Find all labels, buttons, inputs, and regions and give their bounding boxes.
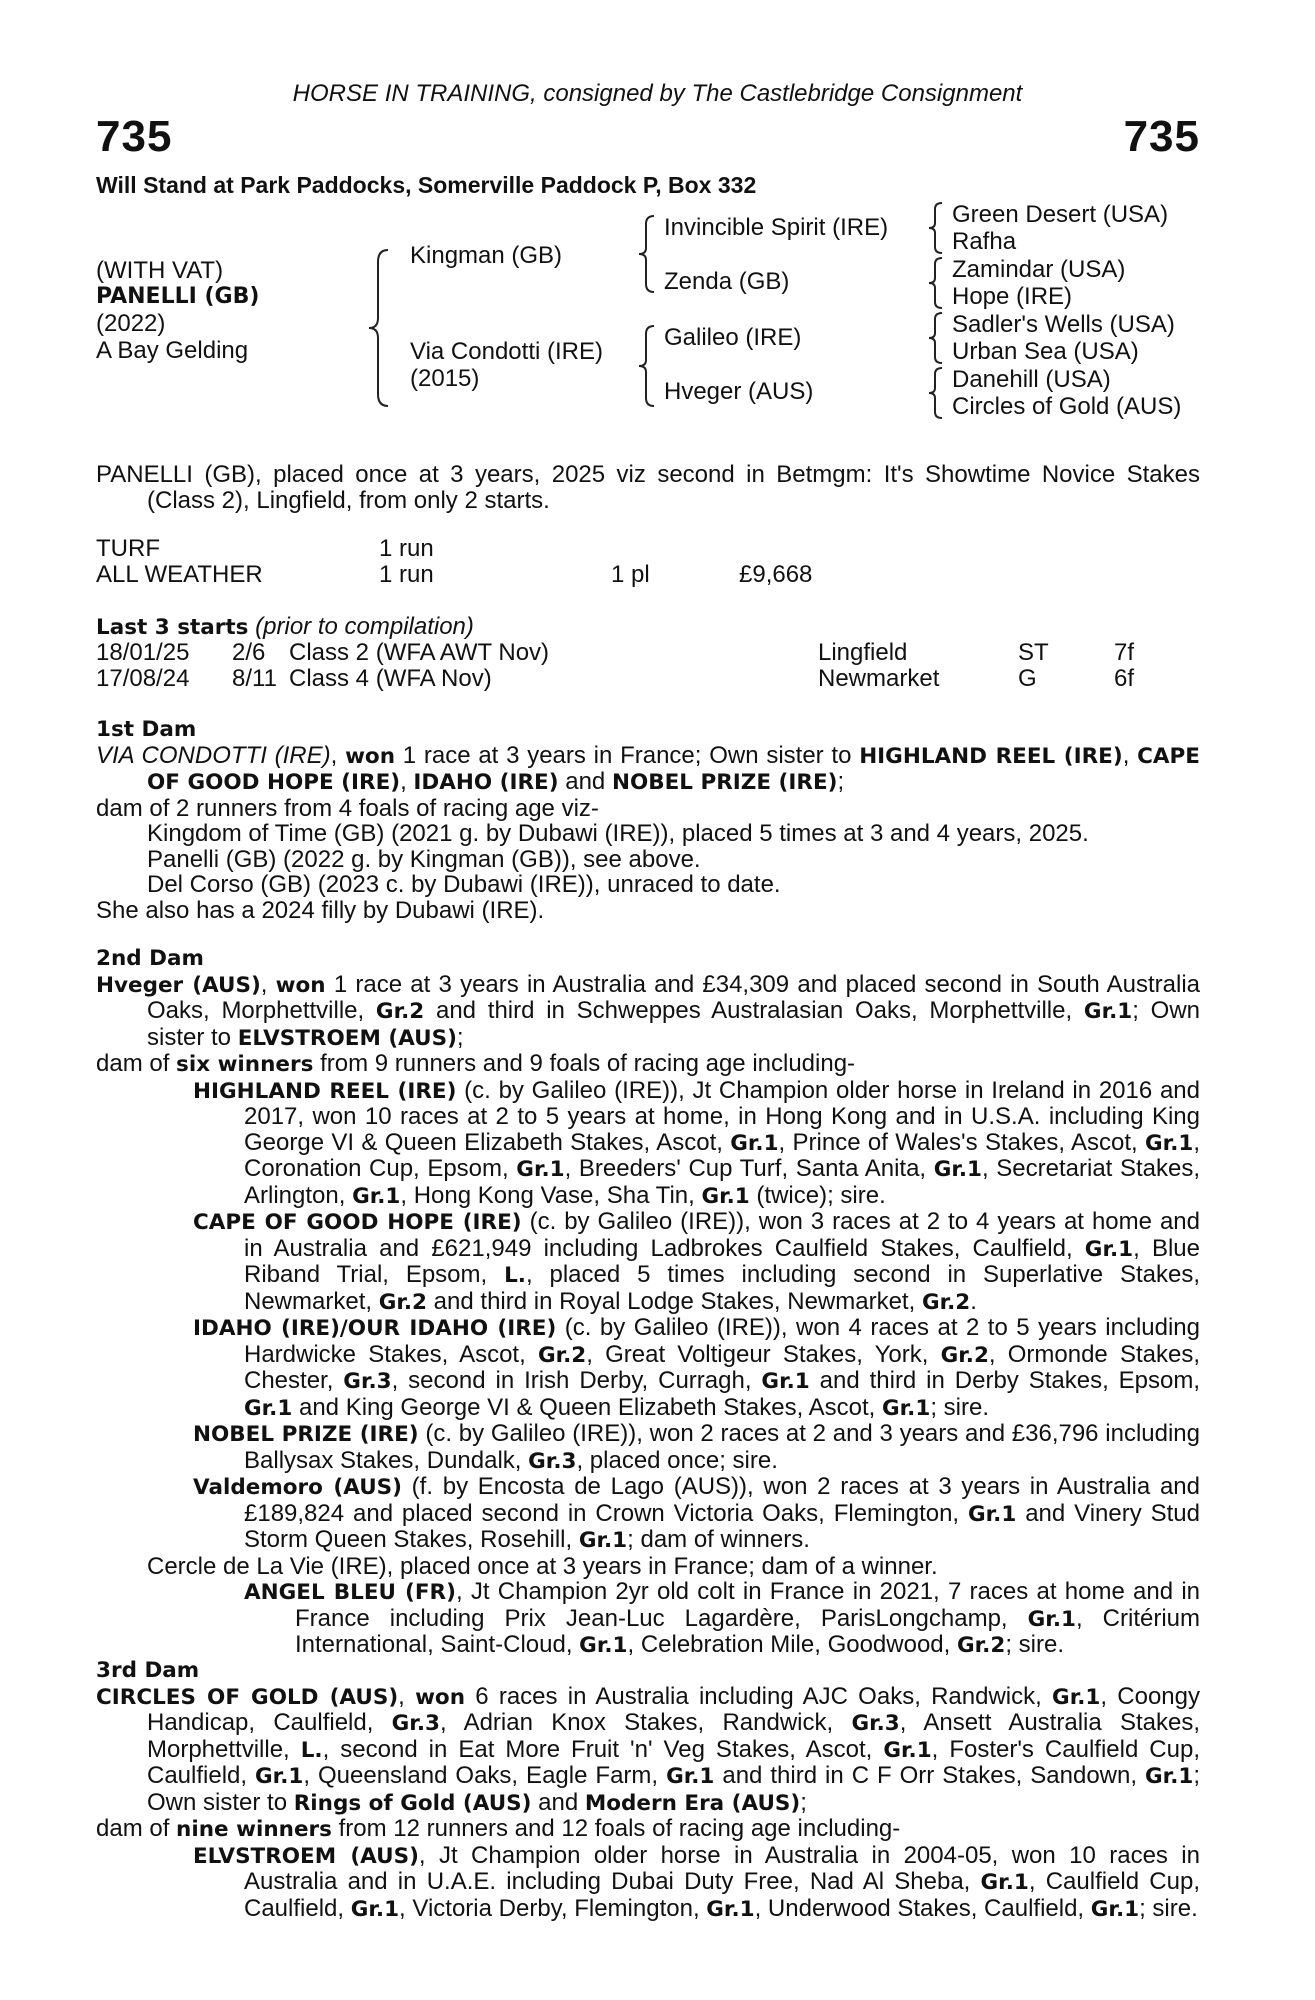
progeny-angel-bleu: ANGEL BLEU (FR), Jt Champion 2yr old colt in France in 2021, 7 races at home and in France including Prix Jean-Luc Lagardère, ParisLongchamp, Gr.1, Critérium International, Saint-Cloud, Gr.1, Celebration Mile, Goodwood, Gr.2; sire. [244,1578,1201,1658]
pedigree-brace-g3-3 [926,311,944,365]
pedigree-brace-g3-2 [926,256,944,310]
first-dam-dam-of: dam of 2 runners from 4 foals of racing age viz- [96,794,599,822]
start-date: 18/01/25 [96,639,190,666]
progeny-elvstroem: ELVSTROEM (AUS), Jt Champion older horse in Australia in 2004-05, won 10 races in Australia and in U.A.E. including Dubai Duty Free, Nad Al Sheba, Gr.1, Caulfield Cup, Caulfield, Gr.1, Victoria Derby, Flemington, Gr.1, Underwood Stakes, Caulfield, Gr.1; sire. [193,1841,1200,1922]
last-starts-note: (prior to compilation) [255,613,474,640]
progeny-nobel-prize: NOBEL PRIZE (IRE) (c. by Galileo (IRE)), won 2 races at 2 and 3 years and £36,796 including Ballysax Stakes, Dundalk, Gr.3, placed once; sire. [193,1420,1200,1474]
horse-year: (2022) [96,310,166,337]
sire-sire: Invincible Spirit (IRE) [664,214,889,241]
gen3-7: Danehill (USA) [952,366,1111,393]
pedigree-brace-dam [636,324,656,408]
gen3-2: Rafha [952,228,1017,255]
horse-description: A Bay Gelding [96,337,249,364]
gen3-3: Zamindar (USA) [952,256,1126,283]
dam-name: Via Condotti (IRE) [410,338,603,365]
progeny-item: Del Corso (GB) (2023 c. by Dubawi (IRE)), unraced to date. [147,871,781,898]
race-record [96,536,1200,592]
third-dam-heading: 3rd Dam [96,1658,200,1683]
progeny-highland-reel: HIGHLAND REEL (IRE) (c. by Galileo (IRE)), Jt Champion older horse in Ireland in 2016 and 2017, won 10 races at 2 to 5 years at home, in Hong Kong and in U.S.A. including King George VI & Queen Elizabeth Stakes, Ascot, Gr.1, Prince of Wales's Stakes, Ascot, Gr.1, Coronation Cup, Epsom, Gr.1, Breeders' Cup Turf, Santa Anita, Gr.1, Secretariat Stakes, Arlington, Gr.1, Hong Kong Vase, Sha Tin, Gr.1 (twice); sire. [193,1076,1200,1209]
sire-name: Kingman (GB) [410,242,563,269]
dam-year: (2015) [410,365,480,392]
record-surface: ALL WEATHER [96,561,263,588]
start-going: G [1018,665,1037,692]
start-course: Newmarket [818,665,940,692]
record-earnings: £9,668 [739,561,813,588]
second-dam-name: Hveger (AUS) [96,972,261,998]
record-runs: 1 run [379,561,434,588]
vat-label: (WITH VAT) [96,257,224,284]
lot-number-right: 735 [1123,112,1200,161]
sire-dam: Zenda (GB) [664,268,790,295]
lot-number-left: 735 [96,112,173,161]
second-dam-lead: Hveger (AUS), won 1 race at 3 years in Australia and £34,309 and placed second in South Australia Oaks, Morphettville, Gr.2 and third in Schweppes Australasian Oaks, Morphettville, Gr.1; Own sister to ELVSTROEM (AUS); [96,970,1201,1051]
gen3-6: Urban Sea (USA) [952,338,1139,365]
dam-dam: Hveger (AUS) [664,378,814,405]
progeny-cercle-de-la-vie: Cercle de La Vie (IRE), placed once at 3 years in France; dam of a winner. [147,1552,938,1580]
pedigree-brace-sire [636,214,656,294]
last-starts [96,614,1200,694]
third-dam-name: CIRCLES OF GOLD (AUS) [96,1684,399,1710]
progeny-item: Panelli (GB) (2022 g. by Kingman (GB)), see above. [147,845,701,873]
first-dam-section [96,717,1200,923]
consignment-line: HORSE IN TRAINING, consigned by The Castlebridge Consignment [292,80,1023,107]
pedigree-brace-g3-1 [926,201,944,255]
start-race: Class 2 (WFA AWT Nov) [289,639,550,666]
start-distance: 7f [1114,639,1135,666]
last-starts-title: Last 3 starts [96,615,249,640]
second-dam-section [96,946,1200,1659]
second-dam-heading: 2nd Dam [96,946,204,971]
progeny-valdemoro: Valdemoro (AUS) (f. by Encosta de Lago (AUS)), won 2 races at 3 years in Australia and £189,824 and placed second in Crown Victoria Oaks, Flemington, Gr.1 and Vinery Stud Storm Queen Stakes, Rosehill, Gr.1; dam of winners. [193,1473,1201,1553]
start-distance: 6f [1114,665,1135,692]
start-race: Class 4 (WFA Nov) [289,665,492,692]
first-dam-lead: VIA CONDOTTI (IRE), won 1 race at 3 years in France; Own sister to HIGHLAND REEL (IRE), CAPE OF GOOD HOPE (IRE), IDAHO (IRE) and NOBEL PRIZE (IRE); [96,741,1200,795]
summary [96,462,1200,513]
progeny-idaho: IDAHO (IRE)/OUR IDAHO (IRE) (c. by Galileo (IRE)), won 4 races at 2 to 5 years including Hardwicke Stakes, Ascot, Gr.2, Great Voltigeur Stakes, York, Gr.2, Ormonde Stakes, Chester, Gr.3, second in Irish Derby, Curragh, Gr.1 and third in Derby Stakes, Epsom, Gr.1 and King George VI & Queen Elizabeth Stakes, Ascot, Gr.1; sire. [193,1314,1201,1421]
start-position: 2/6 [232,639,266,666]
gen3-5: Sadler's Wells (USA) [952,311,1175,338]
progeny-item: Kingdom of Time (GB) (2021 g. by Dubawi (IRE)), placed 5 times at 3 and 4 years, 2025. [147,820,1089,847]
third-dam-section [96,1658,1200,1922]
pedigree-brace-g3-4 [926,366,944,420]
first-dam-name: VIA CONDOTTI (IRE) [96,741,331,769]
summary-text: PANELLI (GB), placed once at 3 years, 2025 viz second in Betmgm: It's Showtime Novice Stakes (Class 2), Lingfield, from only 2 starts. [96,461,1200,514]
start-course: Lingfield [818,639,908,666]
first-dam-heading: 1st Dam [96,717,197,742]
start-going: ST [1018,639,1049,666]
gen3-1: Green Desert (USA) [952,201,1169,228]
start-date: 17/08/24 [96,665,190,692]
progeny-cape-of-good-hope: CAPE OF GOOD HOPE (IRE) (c. by Galileo (IRE)), won 3 races at 2 to 4 years at home and in Australia and £621,949 including Ladbrokes Caulfield Stakes, Caulfield, Gr.1, Blue Riband Trial, Epsom, L., placed 5 times including second in Superlative Stakes, Newmarket, Gr.2 and third in Royal Lodge Stakes, Newmarket, Gr.2. [193,1208,1200,1315]
third-dam-lead: CIRCLES OF GOLD (AUS), won 6 races in Australia including AJC Oaks, Randwick, Gr.1, Coongy Handicap, Caulfield, Gr.3, Adrian Knox Stakes, Randwick, Gr.3, Ansett Australia Stakes, Morphettville, L., second in Eat More Fruit 'n' Veg Stakes, Ascot, Gr.1, Foster's Caulfield Cup, Caulfield, Gr.1, Queensland Oaks, Eagle Farm, Gr.1 and third in C F Orr Stakes, Sandown, Gr.1; Own sister to Rings of Gold (AUS) and Modern Era (AUS); [96,1682,1201,1816]
dam-sire: Galileo (IRE) [664,324,802,351]
third-dam-dam-of: dam of nine winners from 12 runners and 12 foals of racing age including- [96,1815,901,1842]
gen3-4: Hope (IRE) [952,283,1073,310]
horse-name: PANELLI (GB) [96,284,260,309]
pedigree-brace-main [366,248,390,408]
record-placed: 1 pl [611,561,650,588]
first-dam-also: She also has a 2024 filly by Dubawi (IRE). [96,896,545,924]
second-dam-dam-of: dam of six winners from 9 runners and 9 foals of racing age including- [96,1050,856,1077]
record-runs: 1 run [379,535,434,562]
record-surface: TURF [96,535,160,562]
stand-location: Will Stand at Park Paddocks, Somerville Paddock P, Box 332 [96,172,757,198]
start-position: 8/11 [232,665,277,692]
gen3-8: Circles of Gold (AUS) [952,393,1182,420]
